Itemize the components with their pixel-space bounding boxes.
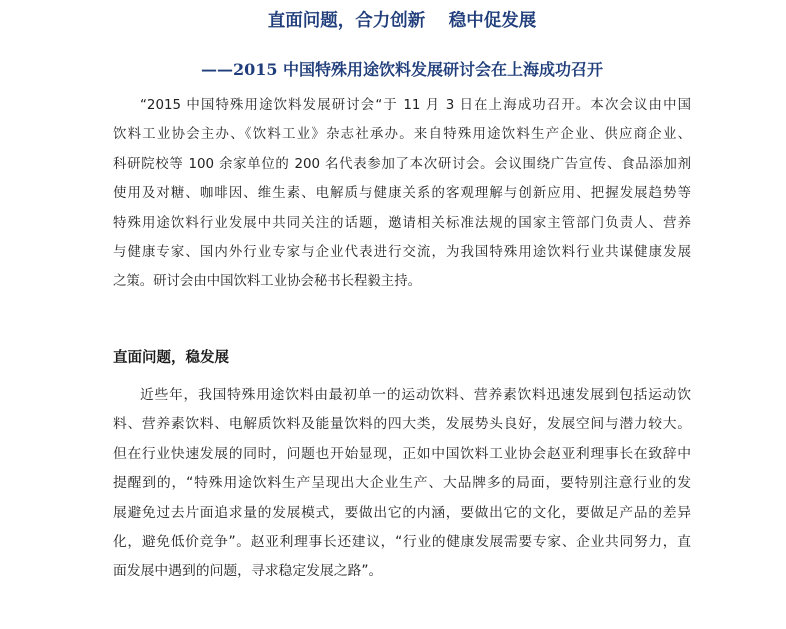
article-subtitle: ——2015 中国特殊用途饮料发展研讨会在上海成功召开 <box>200 60 604 79</box>
paragraph-line: 面发展中遇到的问题，寻求稳定发展之路”。 <box>113 563 383 580</box>
article-title: 直面问题，合力创新 稳中促发展 <box>267 11 537 31</box>
intro-paragraph <box>113 91 691 297</box>
paragraph-line: 料、营养素饮料、电解质饮料及能量饮料的四大类，发展势头良好，发展空间与潜力较大。 <box>113 416 691 433</box>
paragraph-line: 科研院校等 100 余家单位的 200 名代表参加了本次研讨会。会议围绕广告宣传、食品添加剂 <box>113 156 691 172</box>
paragraph-line: “2015 中国特殊用途饮料发展研讨会“于 11 月 3 日在上海成功召开。本次会议由中国 <box>140 98 691 113</box>
paragraph-line: 化，避免低价竞争”。赵亚利理事长还建议，“行业的健康发展需要专家、企业共同努力，直 <box>113 533 691 550</box>
paragraph-line: 但在行业快速发展的同时，问题也开始显现，正如中国饮料工业协会赵亚利理事长在致辞中 <box>113 445 691 462</box>
paragraph-line: 使用及对糖、咖啡因、维生素、电解质与健康关系的客观理解与创新应用、把握发展趋势等 <box>113 186 691 202</box>
paragraph-line: 特殊用途饮料行业发展中共同关注的话题，邀请相关标准法规的国家主管部门负责人、营养 <box>113 215 691 231</box>
paragraph-line: 饮料工业协会主办、《饮料工业》杂志社承办。来自特殊用途饮料生产企业、供应商企业、 <box>113 127 691 143</box>
paragraph-line: 展避免过去片面追求量的发展模式，要做出它的内涵，要做出它的文化，要做足产品的差异 <box>113 504 691 521</box>
paragraph-line: 与健康专家、国内外行业专家与企业代表进行交流，为我国特殊用途饮料行业共谋健康发展 <box>113 244 691 260</box>
paragraph-line: 近些年，我国特殊用途饮料由最初单一的运动饮料、营养素饮料迅速发展到包括运动饮 <box>140 387 691 403</box>
section-paragraph <box>113 381 691 587</box>
paragraph-line: 之策。研讨会由中国饮料工业协会秘书长程毅主持。 <box>113 274 421 290</box>
paragraph-line: 提醒到的，“特殊用途饮料生产呈现出大企业生产、大品牌多的局面，要特别注意行业的发 <box>113 475 691 492</box>
section-heading: 直面问题，稳发展 <box>113 349 229 366</box>
